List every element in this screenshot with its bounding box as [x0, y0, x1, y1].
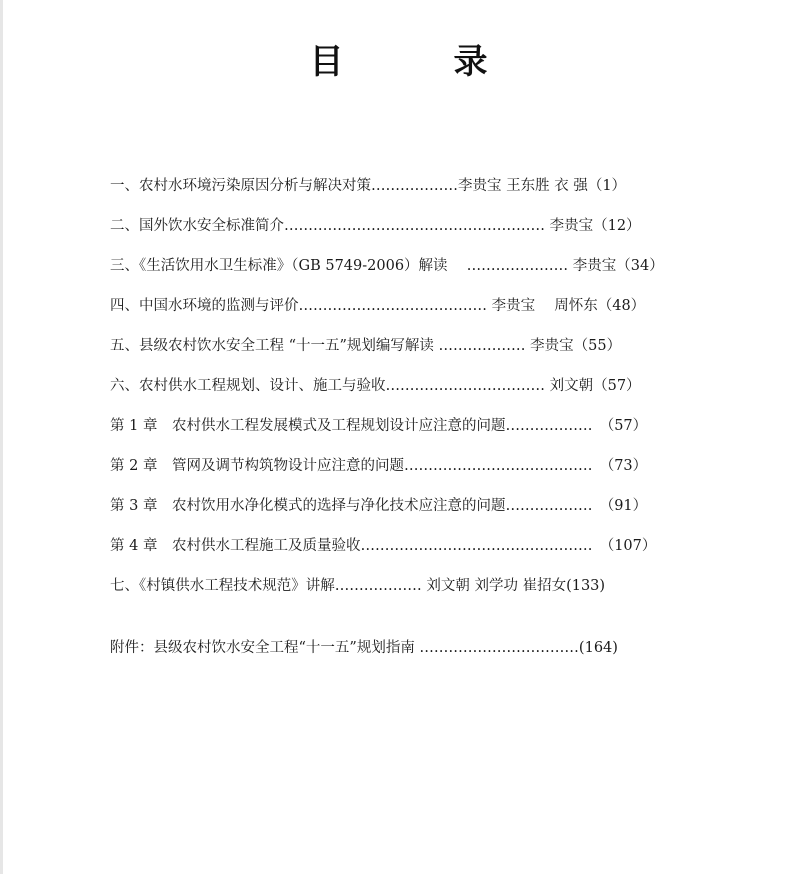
toc-chapter-1: 第 1 章 农村供水工程发展模式及工程规划设计应注意的问题……………… （57）	[110, 418, 648, 434]
page-edge	[0, 0, 3, 874]
toc-entry-4: 四、中国水环境的监测与评价………………………………… 李贵宝 周怀东（48）	[110, 298, 646, 314]
toc-entry-7: 七、《村镇供水工程技术规范》讲解……………… 刘文朝 刘学功 崔招女(133)	[110, 578, 606, 594]
toc-appendix: 附件：县级农村饮水安全工程“十一五”规划指南 ……………………………(164)	[110, 640, 618, 656]
toc-entry-2: 二、国外饮水安全标准简介……………………………………………… 李贵宝（12）	[110, 218, 641, 234]
toc-chapter-3: 第 3 章 农村饮用水净化模式的选择与净化技术应注意的问题……………… （91）	[110, 498, 648, 514]
toc-entry-6: 六、农村供水工程规划、设计、施工与验收…………………………… 刘文朝（57）	[110, 378, 641, 394]
toc-chapter-4: 第 4 章 农村供水工程施工及质量验收………………………………………… （107）	[110, 538, 657, 554]
toc-entry-5: 五、县级农村饮水安全工程 “十一五”规划编写解读 ……………… 李贵宝（55）	[110, 338, 622, 354]
toc-entry-3: 三、《生活饮用水卫生标准》（GB 5749-2006）解读 ………………… 李贵宝（34）	[110, 258, 664, 274]
toc-chapter-2: 第 2 章 管网及调节构筑物设计应注意的问题………………………………… （73）	[110, 458, 648, 474]
page-title: 目 录	[309, 42, 526, 82]
toc-entry-1: 一、农村水环境污染原因分析与解决对策………………李贵宝 王东胜 衣 强（1）	[110, 178, 627, 194]
